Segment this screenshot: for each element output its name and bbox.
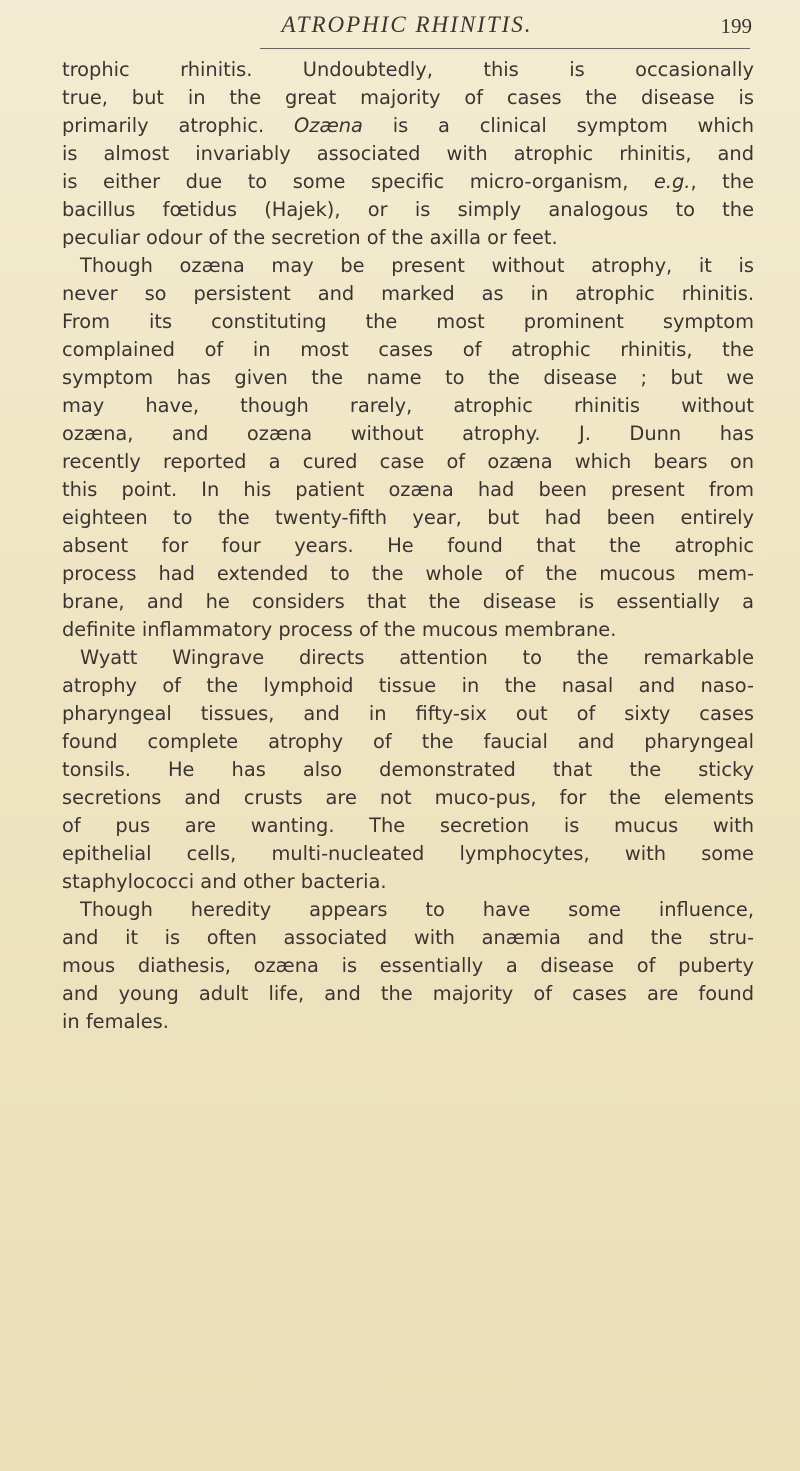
text-line: process had extended to the whole of the mucous mem- [62,562,754,585]
text-line: and it is often associated with anæmia and the stru- [62,926,754,949]
text-line: this point. In his patient ozæna had been present from [62,478,754,501]
text-line: symptom has given the name to the disease ; but we [62,366,754,389]
text-line: secretions and crusts are not muco-pus, for the elements [62,786,754,809]
page-number: 199 [720,14,752,38]
text-line: atrophy of the lymphoid tissue in the nasal and naso- [62,674,754,697]
text-line: epithelial cells, multi-nucleated lymphocytes, with some [62,842,754,865]
italic-abbrev: e.g. [653,170,691,193]
text-span: , the [690,170,754,193]
text-line: ozæna, and ozæna without atrophy. J. Dunn has [62,422,754,445]
text-line: bacillus fœtidus (Hajek), or is simply analogous to the [62,198,754,221]
body-text [62,56,754,1036]
text-line: true, but in the great majority of cases the disease is [62,86,754,109]
text-line: absent for four years. He found that the atrophic [62,534,754,557]
text-line: complained of in most cases of atrophic rhinitis, the [62,338,754,361]
text-line: brane, and he considers that the disease is essentially a [62,590,754,613]
text-line: eighteen to the twenty-fifth year, but had been entirely [62,506,754,529]
text-line: From its constituting the most prominent symptom [62,310,754,333]
text-line: may have, though rarely, atrophic rhinitis without [62,394,754,417]
text-line [62,168,754,196]
text-line: pharyngeal tissues, and in fifty-six out of sixty cases [62,702,754,725]
text-span: is either due to some specific micro-organism, [62,170,629,193]
text-line: Though ozæna may be present without atrophy, it is [80,254,754,277]
text-line: of pus are wanting. The secretion is mucus with [62,814,754,837]
text-line: trophic rhinitis. Undoubtedly, this is occasionally [62,58,754,81]
text-line [62,112,754,140]
text-line: is almost invariably associated with atrophic rhinitis, and [62,142,754,165]
text-line: peculiar odour of the secretion of the axilla or feet. [62,226,558,249]
text-line: never so persistent and marked as in atrophic rhinitis. [62,282,754,305]
text-line: tonsils. He has also demonstrated that the sticky [62,758,754,781]
text-line: Wyatt Wingrave directs attention to the remarkable [80,646,754,669]
text-span: primarily atrophic. [62,114,265,137]
text-line: definite inflammatory process of the mucous membrane. [62,618,617,641]
text-span: is a clinical symptom which [392,114,755,137]
header-rule [260,48,750,49]
text-line: mous diathesis, ozæna is essentially a disease of puberty [62,954,754,977]
text-line: Though heredity appears to have some influence, [80,898,754,921]
text-line: and young adult life, and the majority of cases are found [62,982,754,1005]
text-line: found complete atrophy of the faucial and pharyngeal [62,730,754,753]
text-line: in females. [62,1010,169,1033]
text-line: recently reported a cured case of ozæna which bears on [62,450,754,473]
italic-term: Ozæna [294,114,363,137]
text-line: staphylococci and other bacteria. [62,870,387,893]
running-head [62,8,752,48]
running-title: ATROPHIC RHINITIS. [281,12,533,37]
